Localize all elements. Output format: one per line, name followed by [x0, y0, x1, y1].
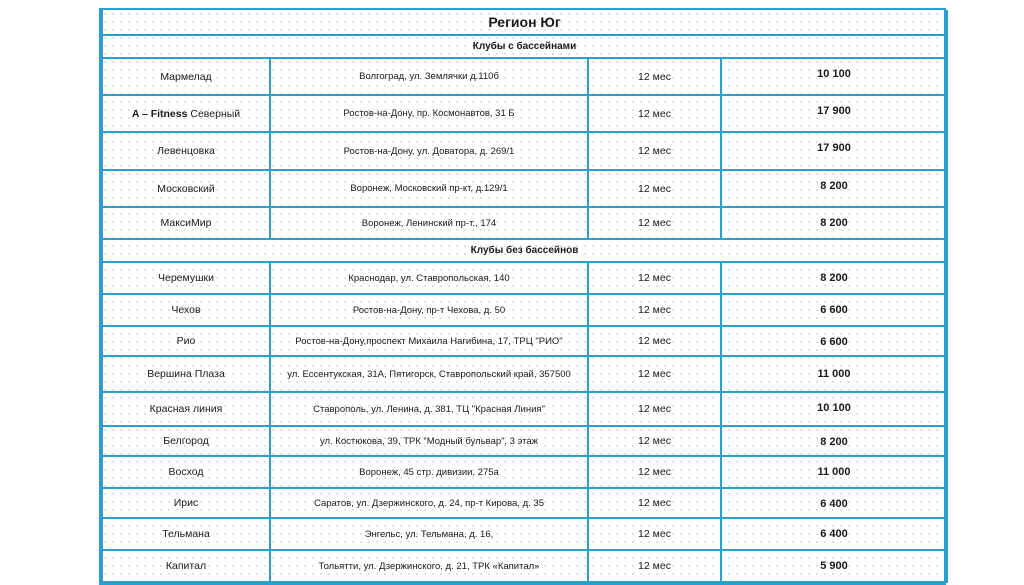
price-cell: 17 900 [721, 132, 947, 170]
section-heading: Клубы без бассейнов [102, 239, 947, 262]
price-table-sheet [99, 8, 946, 585]
club-name: Восход [168, 466, 204, 478]
price-cell: 10 100 [721, 58, 947, 95]
price-cell: 17 900 [721, 95, 947, 132]
club-name: Северный [187, 107, 241, 120]
club-name-cell [102, 294, 270, 326]
table-row [102, 326, 947, 356]
price-cell: 8 200 [721, 262, 947, 294]
club-name-cell [102, 326, 270, 356]
club-name: Тельмана [162, 528, 210, 540]
club-address-cell: ул. Костюкова, 39, ТРК “Модный бульвар”, 3 этаж [270, 426, 588, 456]
club-name: Московский [157, 182, 215, 195]
club-name: Черемушки [158, 272, 214, 284]
term-cell: 12 мес [588, 58, 721, 95]
club-name-cell [102, 58, 270, 95]
club-name-cell [102, 518, 270, 550]
club-address-cell: Ростов-на-Дону, пр. Космонавтов, 31 Б [270, 95, 588, 132]
price-table [101, 10, 948, 583]
club-name-cell [102, 262, 270, 294]
club-address-cell: Саратов, ул. Дзержинского, д. 24, пр-т Кирова, д. 35 [270, 488, 588, 518]
term-cell: 12 мес [588, 392, 721, 426]
table-row [102, 426, 947, 456]
club-address-cell: Ставрополь, ул. Ленина, д. 381, ТЦ "Красная Линия" [270, 392, 588, 426]
term-cell: 12 мес [588, 294, 721, 326]
term-cell: 12 мес [588, 95, 721, 132]
term-cell: 12 мес [588, 170, 721, 207]
club-name: Ирис [173, 497, 199, 509]
section-header-row [102, 35, 947, 58]
table-title: Регион Юг [102, 10, 947, 35]
price-cell: 5 900 [721, 550, 947, 582]
club-address-cell: Краснодар, ул. Ставропольская, 140 [270, 262, 588, 294]
club-address-cell: Воронеж, Ленинский пр-т., 174 [270, 207, 588, 239]
term-cell: 12 мес [588, 518, 721, 550]
table-row [102, 95, 947, 132]
price-cell: 6 400 [721, 518, 947, 550]
club-name: Чехов [171, 304, 201, 316]
club-name-cell [102, 488, 270, 518]
section-heading: Клубы с бассейнами [102, 35, 947, 58]
club-name: Левенцовка [157, 145, 215, 157]
price-cell: 6 400 [721, 488, 947, 518]
club-name-cell [102, 356, 270, 392]
club-address-cell: Воронеж, 45 стр. дивизии, 275а [270, 456, 588, 488]
table-row [102, 488, 947, 518]
club-name-bold: A – Fitness [131, 107, 188, 120]
price-cell: 8 200 [721, 426, 947, 456]
club-name: Мармелад [160, 70, 212, 83]
price-cell: 11 000 [721, 356, 947, 392]
table-row [102, 207, 947, 239]
term-cell: 12 мес [588, 488, 721, 518]
club-address-cell: Ростов-на-Дону,проспект Михаила Нагибина, 17, ТРЦ "РИО" [270, 326, 588, 356]
club-name: Вершина Плаза [147, 368, 225, 380]
table-row [102, 262, 947, 294]
club-name-cell [102, 550, 270, 582]
price-cell: 10 100 [721, 392, 947, 426]
price-cell: 6 600 [721, 294, 947, 326]
club-name: Капитал [165, 560, 207, 572]
section-header-row [102, 239, 947, 262]
club-name-cell [102, 170, 270, 207]
table-row [102, 294, 947, 326]
price-cell: 8 200 [721, 207, 947, 239]
club-name: МаксиМир [160, 217, 212, 229]
table-row [102, 132, 947, 170]
table-row [102, 356, 947, 392]
club-name-cell [102, 456, 270, 488]
price-cell: 11 000 [721, 456, 947, 488]
club-address-cell: Ростов-на-Дону, ул. Доватора, д. 269/1 [270, 132, 588, 170]
term-cell: 12 мес [588, 207, 721, 239]
term-cell: 12 мес [588, 326, 721, 356]
table-row [102, 392, 947, 426]
club-address-cell: Волгоград, ул. Землячки д.110б [270, 58, 588, 95]
club-address-cell: Тольятти, ул. Дзержинского, д. 21, ТРК «Капитал» [270, 550, 588, 582]
table-row [102, 170, 947, 207]
table-row [102, 58, 947, 95]
club-address-cell: Энгельс, ул. Тельмана, д. 16, [270, 518, 588, 550]
club-address-cell: Ростов-на-Дону, пр-т Чехова, д. 50 [270, 294, 588, 326]
club-name: Красная линия [149, 403, 223, 415]
price-cell: 6 600 [721, 326, 947, 356]
club-name-cell [102, 392, 270, 426]
term-cell: 12 мес [588, 456, 721, 488]
club-name-cell [102, 132, 270, 170]
term-cell: 12 мес [588, 356, 721, 392]
table-row [102, 456, 947, 488]
term-cell: 12 мес [588, 550, 721, 582]
term-cell: 12 мес [588, 426, 721, 456]
term-cell: 12 мес [588, 132, 721, 170]
term-cell: 12 мес [588, 262, 721, 294]
club-address-cell: ул. Ессентукская, 31А, Пятигорск, Ставропольский край, 357500 [270, 356, 588, 392]
club-name-cell [102, 426, 270, 456]
club-name: Рио [176, 335, 196, 347]
price-cell: 8 200 [721, 170, 947, 207]
club-name-cell [102, 207, 270, 239]
table-row [102, 550, 947, 582]
club-name-cell [102, 95, 270, 132]
club-address-cell: Воронеж, Московский пр-кт, д.129/1 [270, 170, 588, 207]
table-row [102, 518, 947, 550]
club-name: Белгород [163, 435, 209, 447]
title-row [102, 10, 947, 35]
